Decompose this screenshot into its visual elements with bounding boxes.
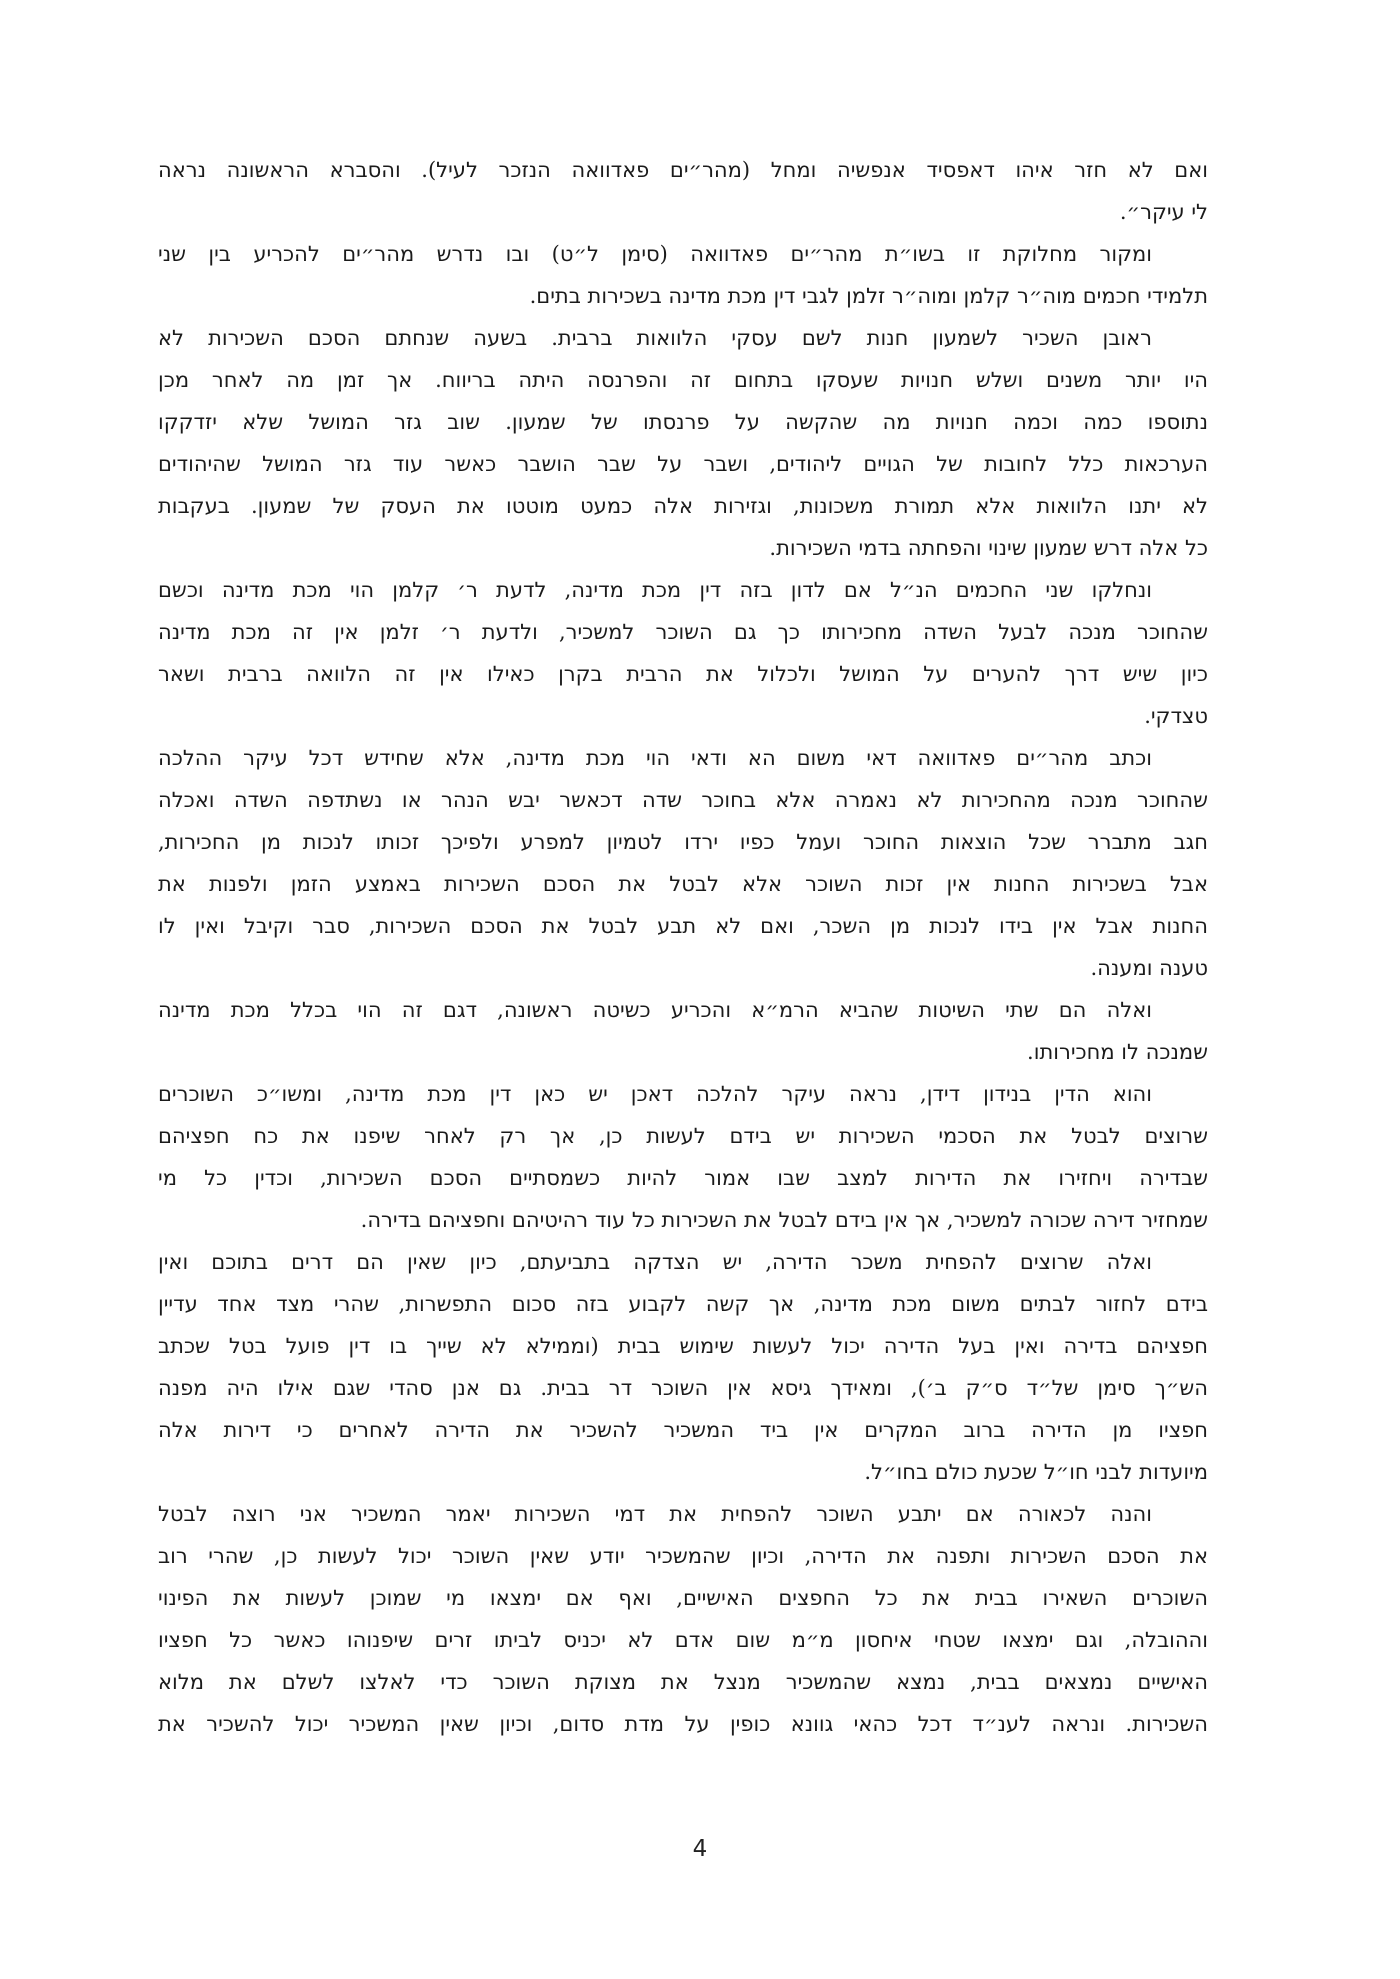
text-line: בידם לחזור לבתים משום מכת מדינה, אך קשה לקבוע בזה סכום התפשרות, שהרי מצד אחד עדיין <box>158 1292 1208 1316</box>
text-line: שהחוכר מנכה מהחכירות לא נאמרה אלא בחוכר שדה דכאשר יבש הנהר או נשתדפה השדה ואכלה <box>158 788 1208 812</box>
text-line: נתוספו כמה וכמה חנויות מה שהקשה על פרנסתו של שמעון. שוב גזר המושל שלא יזדקקו <box>158 410 1208 434</box>
text-line: חגב מתברר שכל הוצאות החוכר ועמל כפיו ירדו לטמיון למפרע ולפיכך זכותו לנכות מן החכירות, <box>158 830 1208 854</box>
text-line: תלמידי חכמים מוה״ר קלמן ומוה״ר זלמן לגבי דין מכת מדינה בשכירות בתים. <box>529 284 1208 308</box>
text-line: שבדירה ויחזירו את הדירות למצב שבו אמור להיות כשמסתיים הסכם השכירות, וכדין כל מי <box>158 1166 1208 1190</box>
text-line: חפציהם בדירה ואין בעל הדירה יכול לעשות שימוש בבית (וממילא לא שייך בו דין פועל בטל שכתב <box>158 1334 1208 1358</box>
text-line: מיועדות לבני חו״ל שכעת כולם בחו״ל. <box>864 1460 1208 1484</box>
text-line: לי עיקר״. <box>1119 200 1208 224</box>
page-number: 4 <box>692 1836 708 1862</box>
text-line: שמנכה לו מחכירותו. <box>1027 1040 1208 1064</box>
text-line: השכירות. ונראה לענ״ד דכל כהאי גוונא כופין על מדת סדום, וכיון שאין המשכיר יכול להשכיר את <box>158 1712 1208 1736</box>
text-line: ואם לא חזר איהו דאפסיד אנפשיה ומחל (מהר״ים פאדוואה הנזכר לעיל). והסברא הראשונה נראה <box>158 158 1208 182</box>
text-line: שרוצים לבטל את הסכמי השכירות יש בידם לעשות כן, אך רק לאחר שיפנו את כח חפציהם <box>158 1124 1208 1148</box>
text-line: היו יותר משנים ושלש חנויות שעסקו בתחום זה והפרנסה היתה בריווח. אך זמן מה לאחר מכן <box>158 368 1208 392</box>
text-line: השוכרים השאירו בבית את כל החפצים האישיים, ואף אם ימצאו מי שמוכן לעשות את הפינוי <box>158 1586 1208 1610</box>
text-line: חפציו מן הדירה ברוב המקרים אין ביד המשכיר להשכיר את הדירה לאחרים כי דירות אלה <box>158 1418 1208 1442</box>
text-line: שמחזיר דירה שכורה למשכיר, אך אין בידם לבטל את השכירות כל עוד רהיטיהם וחפציהם בדירה. <box>360 1208 1208 1232</box>
text-line: ומקור מחלוקת זו בשו״ת מהר״ים פאדוואה (סימן ל״ט) ובו נדרש מהר״ים להכריע בין שני <box>158 242 1152 266</box>
text-line: ואלה הם שתי השיטות שהביא הרמ״א והכריע כשיטה ראשונה, דגם זה הוי בכלל מכת מדינה <box>158 998 1152 1022</box>
text-line: האישיים נמצאים בבית, נמצא שהמשכיר מנצל את מצוקת השוכר כדי לאלצו לשלם את מלוא <box>158 1670 1208 1694</box>
text-line: טצדקי. <box>1144 704 1208 728</box>
text-line: שהחוכר מנכה לבעל השדה מחכירותו כך גם השוכר למשכיר, ולדעת ר׳ זלמן אין זה מכת מדינה <box>158 620 1208 644</box>
text-line: את הסכם השכירות ותפנה את הדירה, וכיון שהמשכיר יודע שאין השוכר יכול לעשות כן, שהרי רוב <box>158 1544 1208 1568</box>
text-line: ראובן השכיר לשמעון חנות לשם עסקי הלוואות ברבית. בשעה שנחתם הסכם השכירות לא <box>158 326 1152 350</box>
text-line: כל אלה דרש שמעון שינוי והפחתה בדמי השכירות. <box>769 536 1208 560</box>
text-line: אבל בשכירות החנות אין זכות השוכר אלא לבטל את הסכם השכירות באמצע הזמן ולפנות את <box>158 872 1208 896</box>
text-line: לא יתנו הלוואות אלא תמורת משכונות, וגזירות אלה כמעט מוטטו את העסק של שמעון. בעקבות <box>158 494 1208 518</box>
text-line: ואלה שרוצים להפחית משכר הדירה, יש הצדקה בתביעתם, כיון שאין הם דרים בתוכם ואין <box>158 1250 1152 1274</box>
text-line: החנות אבל אין בידו לנכות מן השכר, ואם לא תבע לבטל את הסכם השכירות, סבר וקיבל ואין לו <box>158 914 1208 938</box>
text-line: הערכאות כלל לחובות של הגויים ליהודים, ושבר על שבר הושבר כאשר עוד גזר המושל שהיהודים <box>158 452 1208 476</box>
text-line: וכתב מהר״ים פאדוואה דאי משום הא ודאי הוי מכת מדינה, אלא שחידש דכל עיקר ההלכה <box>158 746 1152 770</box>
text-line: והוא הדין בנידון דידן, נראה עיקר להלכה דאכן יש כאן דין מכת מדינה, ומשו״כ השוכרים <box>158 1082 1152 1106</box>
text-line: טענה ומענה. <box>1090 956 1208 980</box>
text-line: כיון שיש דרך להערים על המושל ולכלול את הרבית בקרן כאילו אין זה הלוואה ברבית ושאר <box>158 662 1208 686</box>
document-body <box>158 149 1208 1745</box>
text-line: וההובלה, וגם ימצאו שטחי איחסון מ״מ שום אדם לא יכניס לביתו זרים שיפנוהו כאשר כל חפציו <box>158 1628 1208 1652</box>
text-line: הש״ך סימן של״ד ס״ק ב׳), ומאידך גיסא אין השוכר דר בבית. גם אנן סהדי שגם אילו היה מפנה <box>158 1376 1208 1400</box>
text-line: ונחלקו שני החכמים הנ״ל אם לדון בזה דין מכת מדינה, לדעת ר׳ קלמן הוי מכת מדינה וכשם <box>158 578 1152 602</box>
text-line: והנה לכאורה אם יתבע השוכר להפחית את דמי השכירות יאמר המשכיר אני רוצה לבטל <box>158 1502 1152 1526</box>
